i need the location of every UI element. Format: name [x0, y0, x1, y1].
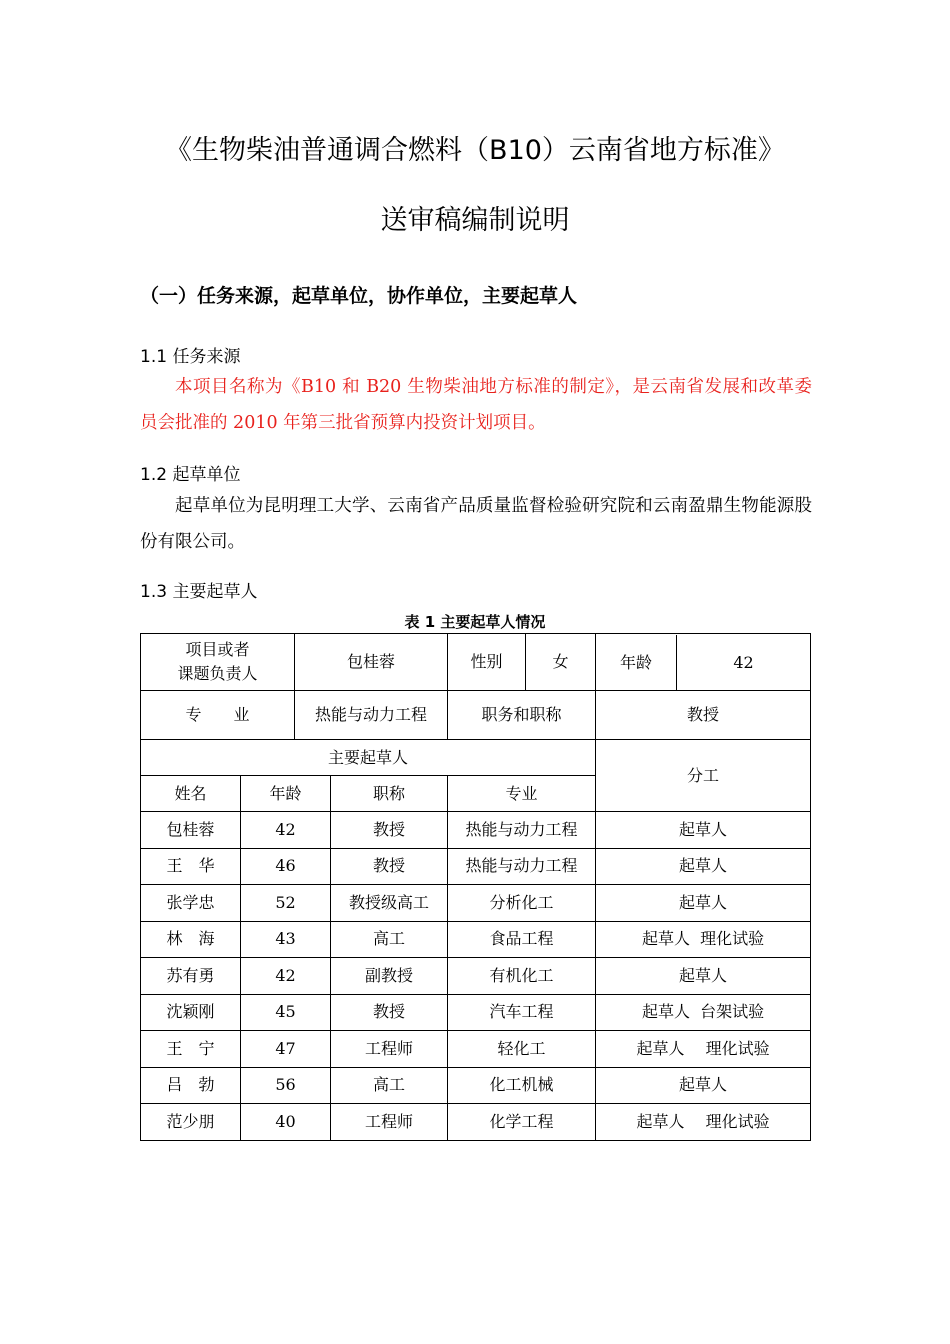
- cell-age: 43: [241, 921, 331, 958]
- cell-title: 高工: [331, 921, 448, 958]
- cell-name: 吕 勃: [141, 1067, 241, 1104]
- col-header-major: 专业: [448, 776, 596, 812]
- cell-name: 张学忠: [141, 885, 241, 922]
- cell-role: 起草人: [596, 848, 811, 885]
- table-row: [141, 812, 811, 849]
- cell-major: 分析化工: [448, 885, 596, 922]
- cell-major: 食品工程: [448, 921, 596, 958]
- cell-name: 苏有勇: [141, 958, 241, 995]
- position-label-cell: 职务和职称: [448, 691, 596, 740]
- task-source-paragraph: 本项目名称为《B10 和 B20 生物柴油地方标准的制定》，是云南省发展和改革委员会批准的 2010 年第三批省预算内投资计划项目。: [140, 377, 812, 433]
- document-subtitle: 送审稿编制说明: [380, 205, 570, 236]
- cell-age: 56: [241, 1067, 331, 1104]
- cell-title: 高工: [331, 1067, 448, 1104]
- cell-title: 工程师: [331, 1031, 448, 1068]
- cell-name: 王 华: [141, 848, 241, 885]
- cell-role: 起草人: [596, 1067, 811, 1104]
- cell-age: 52: [241, 885, 331, 922]
- cell-age: 46: [241, 848, 331, 885]
- cell-title: 工程师: [331, 1104, 448, 1141]
- cell-age: 42: [241, 812, 331, 849]
- document-title: 《生物柴油普通调合燃料（B10）云南省地方标准》: [165, 135, 785, 166]
- drafters-table: [140, 633, 811, 1141]
- leader-label-line2: 课题负责人: [177, 664, 258, 683]
- position-value-cell: 教授: [596, 691, 811, 740]
- cell-major: 有机化工: [448, 958, 596, 995]
- cell-major: 轻化工: [448, 1031, 596, 1068]
- cell-title: 教授级高工: [331, 885, 448, 922]
- cell-title: 教授: [331, 812, 448, 849]
- group-header-row: [141, 740, 811, 776]
- col-header-title: 职称: [331, 776, 448, 812]
- leader-label-line1: 项目或者: [185, 640, 250, 659]
- cell-title: 教授: [331, 848, 448, 885]
- age-label: 年龄: [596, 635, 677, 690]
- gender-value-cell: 女: [526, 634, 596, 691]
- table-row: [141, 1104, 811, 1141]
- cell-name: 王 宁: [141, 1031, 241, 1068]
- table-row: [141, 1067, 811, 1104]
- table-row: [141, 885, 811, 922]
- cell-name: 范少朋: [141, 1104, 241, 1141]
- cell-major: 汽车工程: [448, 994, 596, 1031]
- cell-age: 42: [241, 958, 331, 995]
- cell-title: 副教授: [331, 958, 448, 995]
- cell-major: 化学工程: [448, 1104, 596, 1141]
- cell-major: 化工机械: [448, 1067, 596, 1104]
- col-header-age: 年龄: [241, 776, 331, 812]
- major-row: [141, 691, 811, 740]
- subsection-heading-1-2: 1.2 起草单位: [140, 465, 241, 485]
- age-cell: [596, 634, 811, 691]
- subsection-heading-1-3: 1.3 主要起草人: [140, 582, 258, 602]
- cell-role: 起草人 理化试验: [596, 921, 811, 958]
- section-heading: （一）任务来源，起草单位，协作单位，主要起草人: [140, 285, 578, 307]
- table-caption: 表 1 主要起草人情况: [404, 613, 546, 631]
- gender-label-cell: 性别: [448, 634, 526, 691]
- cell-role: 起草人: [596, 958, 811, 995]
- table-row: [141, 994, 811, 1031]
- major-value-cell: 热能与动力工程: [295, 691, 448, 740]
- cell-age: 47: [241, 1031, 331, 1068]
- leader-name-cell: 包桂蓉: [295, 634, 448, 691]
- table-row: [141, 1031, 811, 1068]
- cell-name: 林 海: [141, 921, 241, 958]
- cell-name: 沈颖刚: [141, 994, 241, 1031]
- cell-major: 热能与动力工程: [448, 812, 596, 849]
- group-label-cell: 主要起草人: [141, 740, 596, 776]
- table-row: [141, 958, 811, 995]
- cell-age: 45: [241, 994, 331, 1031]
- cell-title: 教授: [331, 994, 448, 1031]
- major-label-cell: 专 业: [141, 691, 295, 740]
- division-label-cell: 分工: [596, 740, 811, 812]
- drafting-unit-paragraph: 起草单位为昆明理工大学、云南省产品质量监督检验研究院和云南盈鼎生物能源股份有限公司。: [140, 496, 812, 552]
- cell-major: 热能与动力工程: [448, 848, 596, 885]
- cell-role: 起草人 理化试验: [596, 1104, 811, 1141]
- table-row: [141, 848, 811, 885]
- cell-role: 起草人: [596, 885, 811, 922]
- cell-name: 包桂蓉: [141, 812, 241, 849]
- cell-role: 起草人: [596, 812, 811, 849]
- age-value: 42: [733, 652, 754, 672]
- table-row: [141, 921, 811, 958]
- leader-row: [141, 634, 811, 691]
- subsection-heading-1-1: 1.1 任务来源: [140, 347, 241, 367]
- leader-label-cell: [141, 634, 295, 691]
- cell-role: 起草人 理化试验: [596, 1031, 811, 1068]
- cell-role: 起草人 台架试验: [596, 994, 811, 1031]
- col-header-name: 姓名: [141, 776, 241, 812]
- cell-age: 40: [241, 1104, 331, 1141]
